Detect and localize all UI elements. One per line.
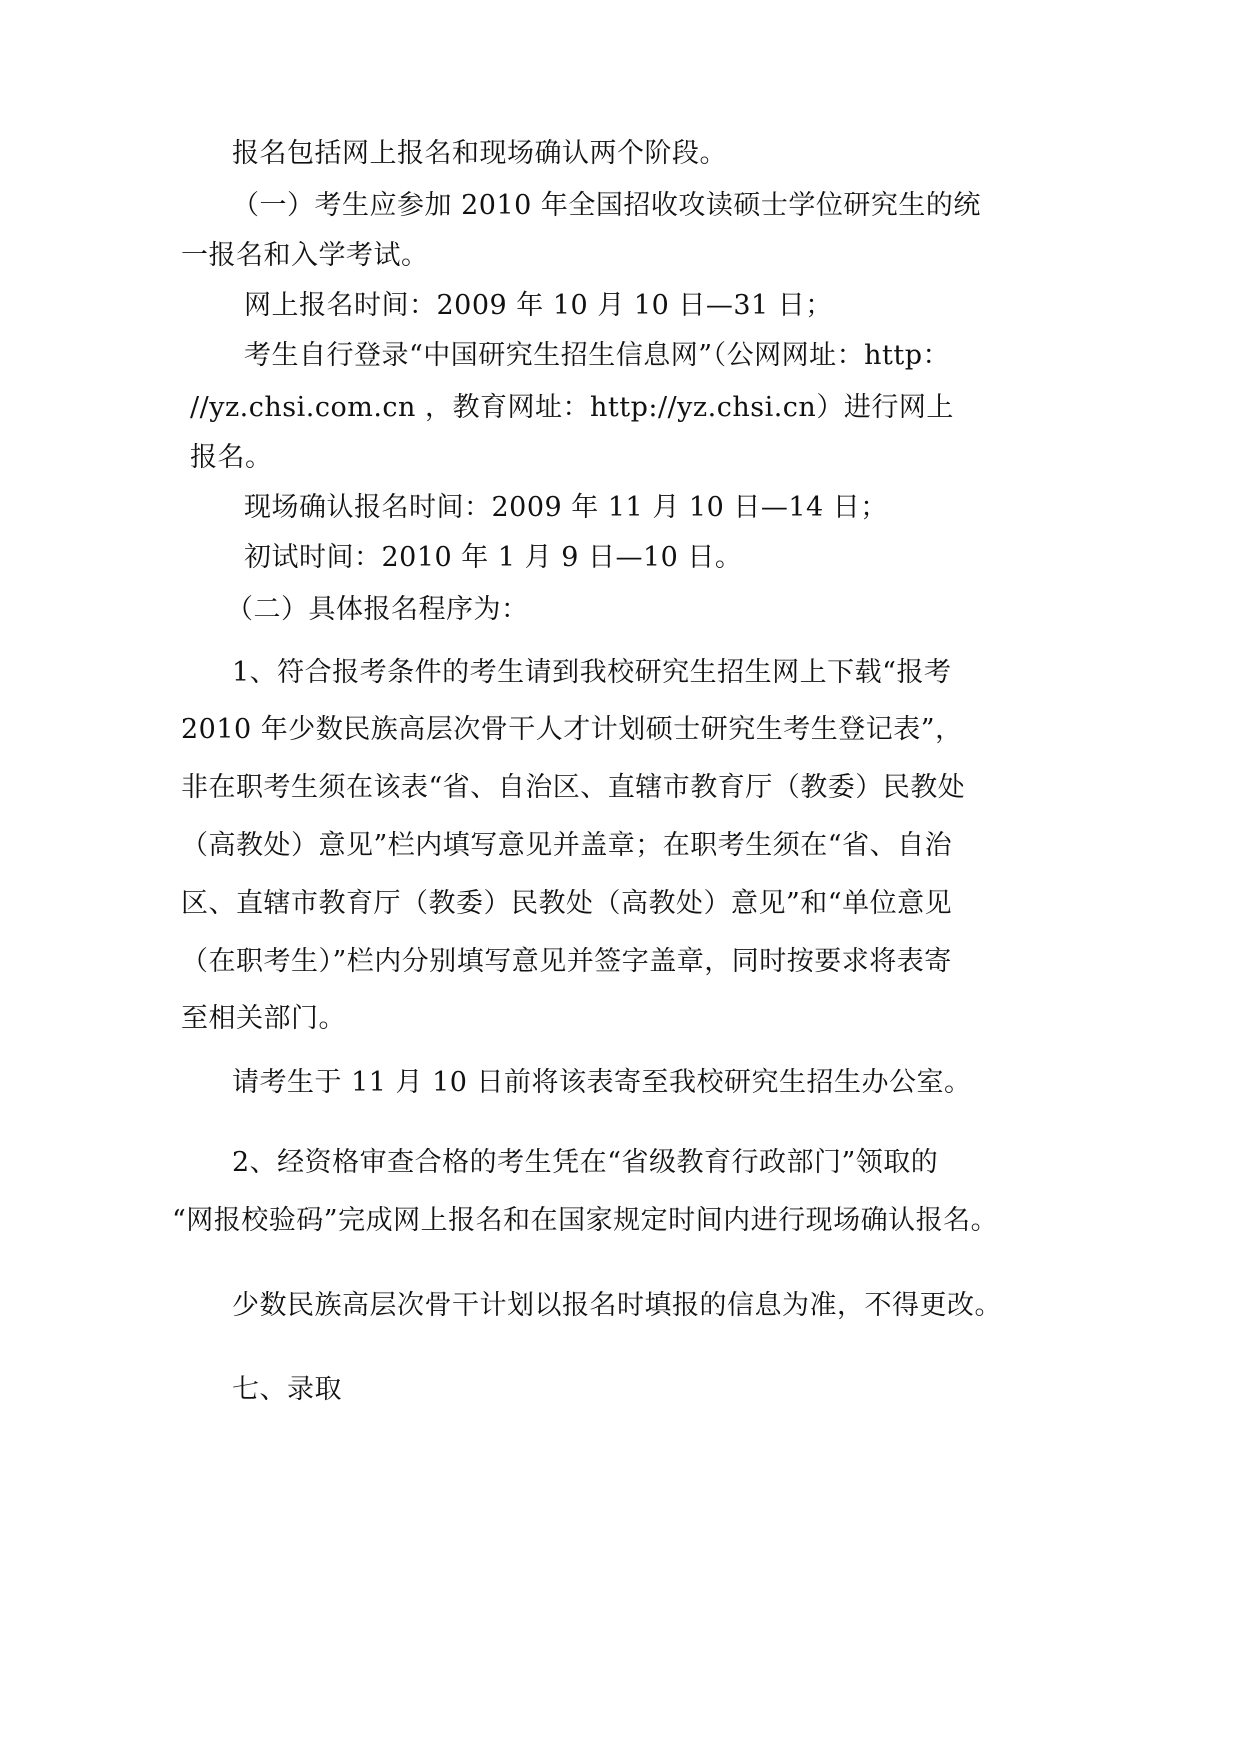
text-line: 报名包括网上报名和现场确认两个阶段。 bbox=[232, 138, 727, 169]
text-line: “网报校验码”完成网上报名和在国家规定时间内进行现场确认报名。 bbox=[172, 1205, 999, 1236]
text-line: 请考生于 11 月 10 日前将该表寄至我校研究生招生办公室。 bbox=[232, 1067, 972, 1098]
text-line: 至相关部门。 bbox=[181, 1003, 346, 1034]
text-line: 1、符合报考条件的考生请到我校研究生招生网上下载“报考 bbox=[232, 657, 952, 688]
text-line: （在职考生）”栏内分别填写意见并签字盖章，同时按要求将表寄 bbox=[181, 946, 952, 977]
text-line: 区、直辖市教育厅（教委）民教处（高教处）意见”和“单位意见 bbox=[181, 888, 953, 919]
text-line: 报名。 bbox=[190, 442, 273, 473]
text-line: （二）具体报名程序为： bbox=[226, 594, 529, 625]
text-line: 考生自行登录“中国研究生招生信息网”（公网网址：http： bbox=[244, 340, 950, 371]
text-line: 现场确认报名时间：2009 年 11 月 10 日—14 日； bbox=[244, 492, 888, 523]
text-line: 2、经资格审查合格的考生凭在“省级教育行政部门”领取的 bbox=[232, 1147, 939, 1178]
text-line: 非在职考生须在该表“省、自治区、直辖市教育厅（教委）民教处 bbox=[181, 772, 966, 803]
text-line: （一）考生应参加 2010 年全国招收攻读硕士学位研究生的统 bbox=[232, 190, 981, 221]
text-line: 网上报名时间：2009 年 10 月 10 日—31 日； bbox=[244, 290, 833, 321]
text-line: 初试时间：2010 年 1 月 9 日—10 日。 bbox=[244, 542, 743, 573]
text-line: 少数民族高层次骨干计划以报名时填报的信息为准，不得更改。 bbox=[232, 1290, 1002, 1321]
text-line: 2010 年少数民族高层次骨干人才计划硕士研究生考生登记表”， bbox=[181, 714, 963, 745]
text-line: //yz.chsi.com.cn ，教育网址：http://yz.chsi.cn）进行网上 bbox=[190, 392, 954, 423]
text-line: （高教处）意见”栏内填写意见并盖章；在职考生须在“省、自治 bbox=[181, 830, 953, 861]
text-line: 一报名和入学考试。 bbox=[181, 240, 429, 271]
section-heading: 七、录取 bbox=[232, 1374, 342, 1405]
